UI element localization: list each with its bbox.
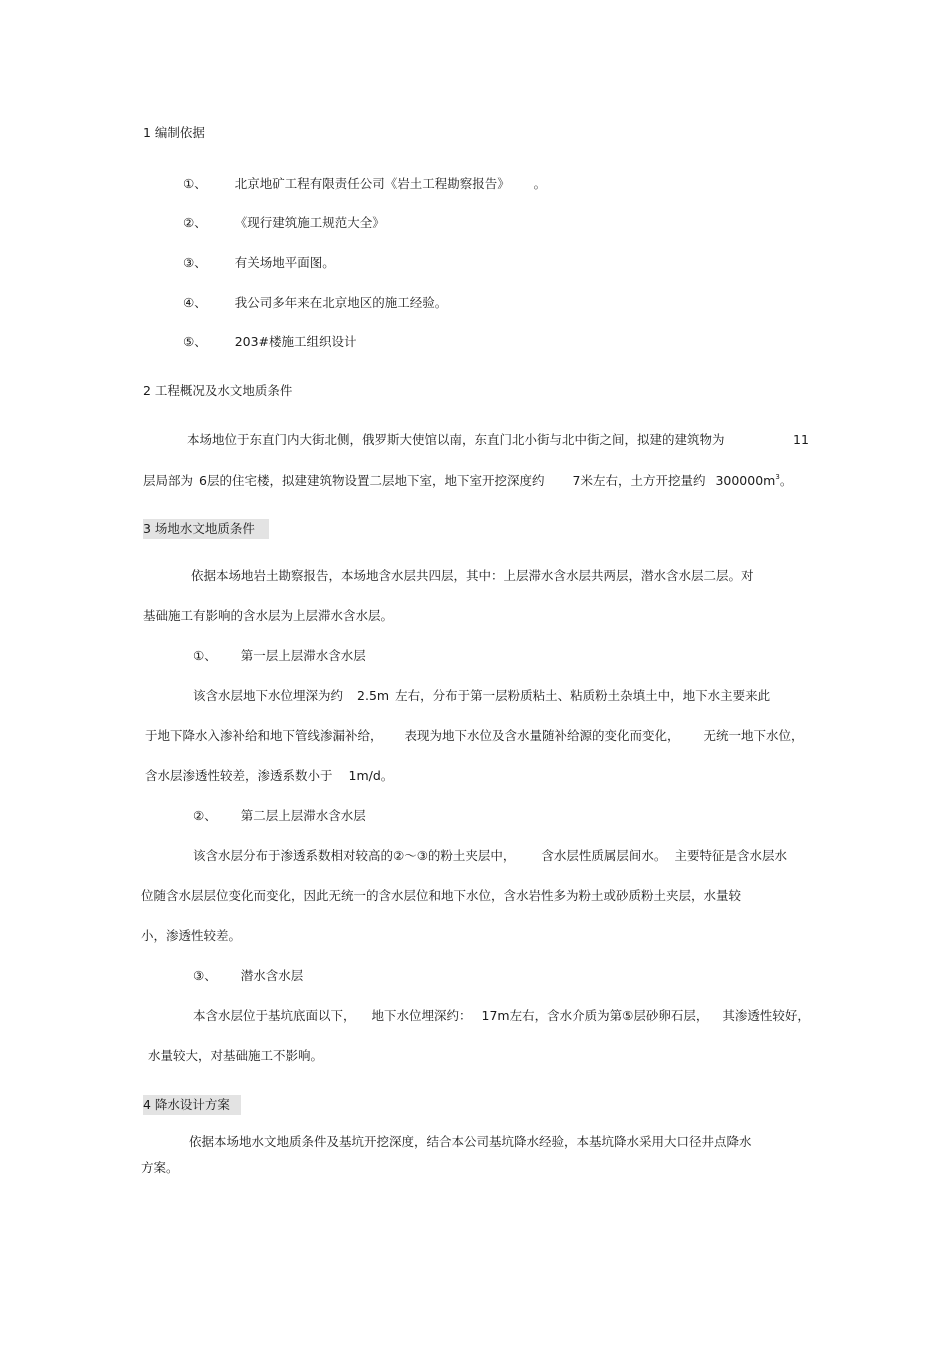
item-mark: ④、 bbox=[183, 295, 207, 310]
item-text: 北京地矿工程有限责任公司《岩土工程勘察报告》 bbox=[234, 176, 510, 191]
text-run: 。 bbox=[779, 473, 793, 488]
text-run: 于地下降水入渗补给和地下管线渗漏补给， bbox=[145, 728, 383, 743]
item-mark: ①、 bbox=[193, 648, 217, 663]
heading-text: 3 场地水文地质条件 bbox=[143, 519, 269, 539]
text-run: 层的住宅楼，拟建建筑物设置二层地下室，地下室开挖深度约 bbox=[206, 473, 545, 488]
text-run: 表现为地下水位及含水量随补给源的变化而变化， bbox=[404, 728, 680, 743]
paragraph-line bbox=[193, 1007, 810, 1025]
text-run: 左右，含水介质为第⑤层砂卵石层， bbox=[509, 1008, 709, 1023]
item-mark: ②、 bbox=[193, 808, 217, 823]
list-item-2 bbox=[183, 214, 385, 232]
list-item-3 bbox=[183, 254, 335, 272]
text-run: 左右，分布于第一层粉质粘土、粘质粉土杂填土中，地下水主要来此 bbox=[395, 688, 771, 703]
subheading-3 bbox=[193, 967, 303, 985]
text-run: 1m/d bbox=[348, 768, 381, 783]
subheading-text: 第一层上层滞水含水层 bbox=[240, 648, 366, 663]
text-run: 2.5m bbox=[357, 688, 390, 703]
paragraph-line bbox=[145, 767, 393, 785]
item-mark: ⑤、 bbox=[183, 334, 207, 349]
text-run: 含水层渗透性较差，渗透系数小于 bbox=[145, 768, 333, 783]
list-item-1 bbox=[183, 175, 546, 193]
section-1-heading: 1 编制依据 bbox=[143, 125, 205, 140]
text-run: 该含水层地下水位埋深为约 bbox=[193, 688, 344, 703]
text-run: 11 bbox=[793, 432, 809, 447]
paragraph-line: 依据本场地岩土勘察报告，本场地含水层共四层，其中：上层滞水含水层共两层，潜水含水层二层。对 bbox=[191, 568, 754, 583]
text-run: 主要特征是含水层水 bbox=[674, 848, 787, 863]
text-run: 其渗透性较好， bbox=[722, 1008, 810, 1023]
item-mark: ②、 bbox=[183, 215, 207, 230]
item-text: 我公司多年来在北京地区的施工经验。 bbox=[234, 295, 448, 310]
subheading-1 bbox=[193, 647, 366, 665]
subheading-text: 潜水含水层 bbox=[240, 968, 304, 983]
text-run: 本场地位于东直门内大街北侧，俄罗斯大使馆以南，东直门北小街与北中街之间，拟建的建筑物为 bbox=[187, 432, 725, 447]
list-item-4 bbox=[183, 294, 447, 312]
paragraph-line bbox=[193, 687, 770, 705]
paragraph-line bbox=[187, 431, 725, 449]
section-4-heading bbox=[143, 1095, 241, 1115]
item-text: 《现行建筑施工规范大全》 bbox=[234, 215, 385, 230]
subheading-2 bbox=[193, 807, 366, 825]
superscript: 3 bbox=[775, 473, 780, 481]
paragraph-line: 方案。 bbox=[141, 1160, 179, 1175]
paragraph-line: 位随含水层层位变化而变化，因此无统一的含水层位和地下水位，含水岩性多为粉土或砂质粉土夹层，水量较 bbox=[141, 888, 742, 903]
section-2-heading: 2 工程概况及水文地质条件 bbox=[143, 383, 293, 398]
text-run: 该含水层分布于渗透系数相对较高的②～③的粉土夹层中， bbox=[193, 848, 516, 863]
section-3-heading bbox=[143, 519, 269, 539]
text-run: 层局部为 bbox=[143, 473, 194, 488]
paragraph-line: 水量较大，对基础施工不影响。 bbox=[148, 1048, 324, 1063]
paragraph-line: 依据本场地水文地质条件及基坑开挖深度，结合本公司基坑降水经验，本基坑降水采用大口径井点降水 bbox=[189, 1134, 752, 1149]
text-run: 17m bbox=[481, 1008, 510, 1023]
list-item-5 bbox=[183, 333, 357, 351]
text-run: 无统一地下水位， bbox=[703, 728, 804, 743]
text-run: 地下水位埋深约： bbox=[371, 1008, 472, 1023]
text-run: 7 bbox=[572, 473, 581, 488]
paragraph-line bbox=[145, 727, 804, 745]
heading-text: 4 降水设计方案 bbox=[143, 1095, 241, 1115]
item-text: 有关场地平面图。 bbox=[234, 255, 335, 270]
text-run: 6 bbox=[199, 473, 207, 488]
item-mark: ③、 bbox=[183, 255, 207, 270]
item-mark: ③、 bbox=[193, 968, 217, 983]
paragraph-line: 小，渗透性较差。 bbox=[141, 928, 242, 943]
paragraph-line bbox=[193, 847, 787, 865]
text-run: 本含水层位于基坑底面以下， bbox=[193, 1008, 356, 1023]
item-text: 203#楼施工组织设计 bbox=[234, 334, 357, 349]
item-mark: ①、 bbox=[183, 176, 207, 191]
paragraph-line: 基础施工有影响的含水层为上层滞水含水层。 bbox=[143, 608, 394, 623]
text-run: 含水层性质属层间水。 bbox=[541, 848, 667, 863]
paragraph-line bbox=[143, 472, 792, 490]
text-run: 。 bbox=[380, 768, 394, 783]
text-run: 300000m bbox=[715, 473, 776, 488]
item-tail: 。 bbox=[533, 176, 547, 191]
subheading-text: 第二层上层滞水含水层 bbox=[240, 808, 366, 823]
text-run: 米左右，土方开挖量约 bbox=[580, 473, 706, 488]
